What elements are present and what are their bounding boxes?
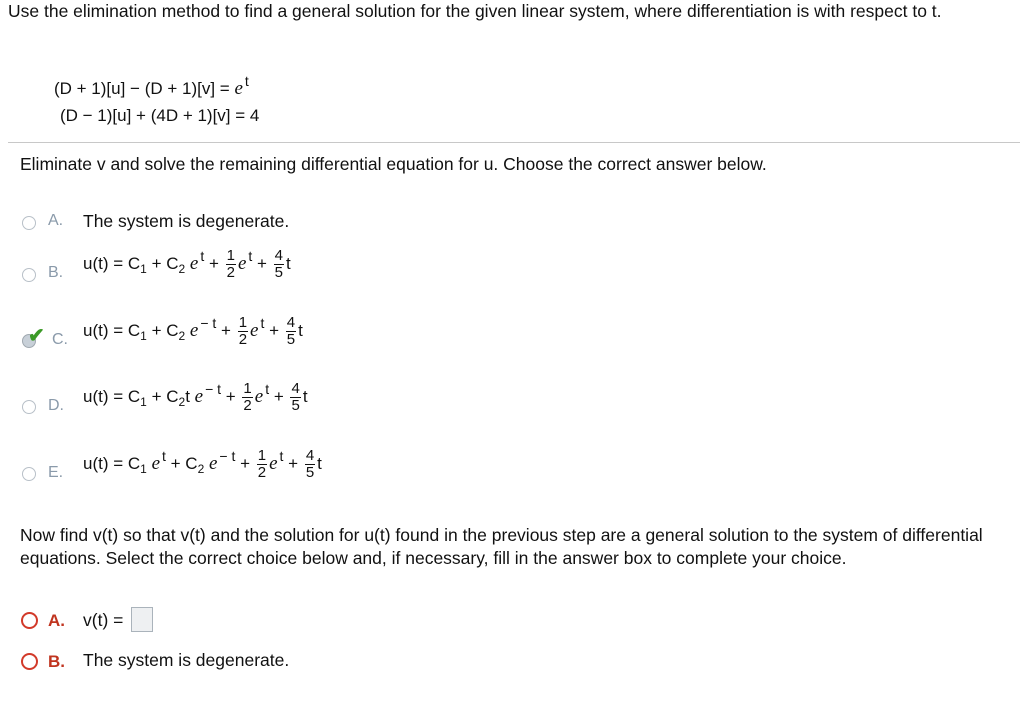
part2-option-a-text: v(t) =	[83, 610, 124, 630]
equation-1	[54, 73, 249, 100]
part1-option-d-equation[interactable]: $u(t) = C_1 + C_2t$ e $^{- t}$ + $\frac{1}{2}$ e $^t$ + $\frac{4}{5}$ t	[83, 380, 308, 415]
divider	[8, 142, 1020, 143]
equation-1-exponent: t	[244, 73, 249, 89]
part1-option-a-radio[interactable]	[22, 216, 36, 230]
answer-input-box[interactable]	[131, 607, 153, 632]
equation-2: (D − 1)[u] + (4D + 1)[v] = 4	[60, 106, 260, 125]
part1-option-a-text[interactable]: The system is degenerate.	[83, 211, 290, 231]
part2-option-b-letter: B.	[48, 652, 65, 671]
part2-option-a-letter: A.	[48, 611, 65, 630]
part1-option-d-letter: D.	[48, 397, 64, 414]
part2-instruction: Now find v(t) so that v(t) and the solution for u(t) found in the previous step are a general solution to the system of differential equations. Select the correct choice below and, if necessary, fill in the answer box to complete your choice.	[20, 525, 983, 568]
equation-1-right: e	[234, 78, 243, 99]
part1-option-a-letter: A.	[48, 212, 64, 229]
part1-option-e-equation[interactable]: $u(t) = C_1$ e $^t + C_2$ e $^{- t}$ + $\frac{1}{2}$ e $^t$ + $\frac{4}{5}$ t	[83, 447, 322, 482]
part1-option-d-radio[interactable]	[22, 400, 36, 414]
part1-option-e-letter: E.	[48, 464, 64, 481]
part1-option-b-equation[interactable]: $u(t) = C_1 + C_2$ e $^t$ + $\frac{1}{2}$ e $^t$ + $\frac{4}{5}$ t	[83, 247, 291, 282]
part1-option-b-radio[interactable]	[22, 268, 36, 282]
part1-option-b-letter: B.	[48, 264, 64, 281]
part1-option-e-radio[interactable]	[22, 467, 36, 481]
equation-1-left: (D + 1)[u] − (D + 1)[v] =	[54, 79, 230, 98]
correct-check-icon: ✔	[28, 325, 45, 347]
part1-instruction: Eliminate v and solve the remaining differential equation for u. Choose the correct answer below.	[20, 154, 767, 174]
part2-option-b-text[interactable]: The system is degenerate.	[83, 650, 290, 670]
part1-option-c-equation[interactable]: $u(t) = C_1 + C_2$ e $^{- t}$ + $\frac{1}{2}$ e $^t$ + $\frac{4}{5}$ t	[83, 314, 303, 349]
part2-option-a-radio[interactable]	[21, 612, 38, 629]
part1-option-c-letter: C.	[52, 331, 68, 348]
part2-option-b-radio[interactable]	[21, 653, 38, 670]
problem-statement: Use the elimination method to find a general solution for the given linear system, where differentiation is with respect to t.	[8, 1, 942, 21]
